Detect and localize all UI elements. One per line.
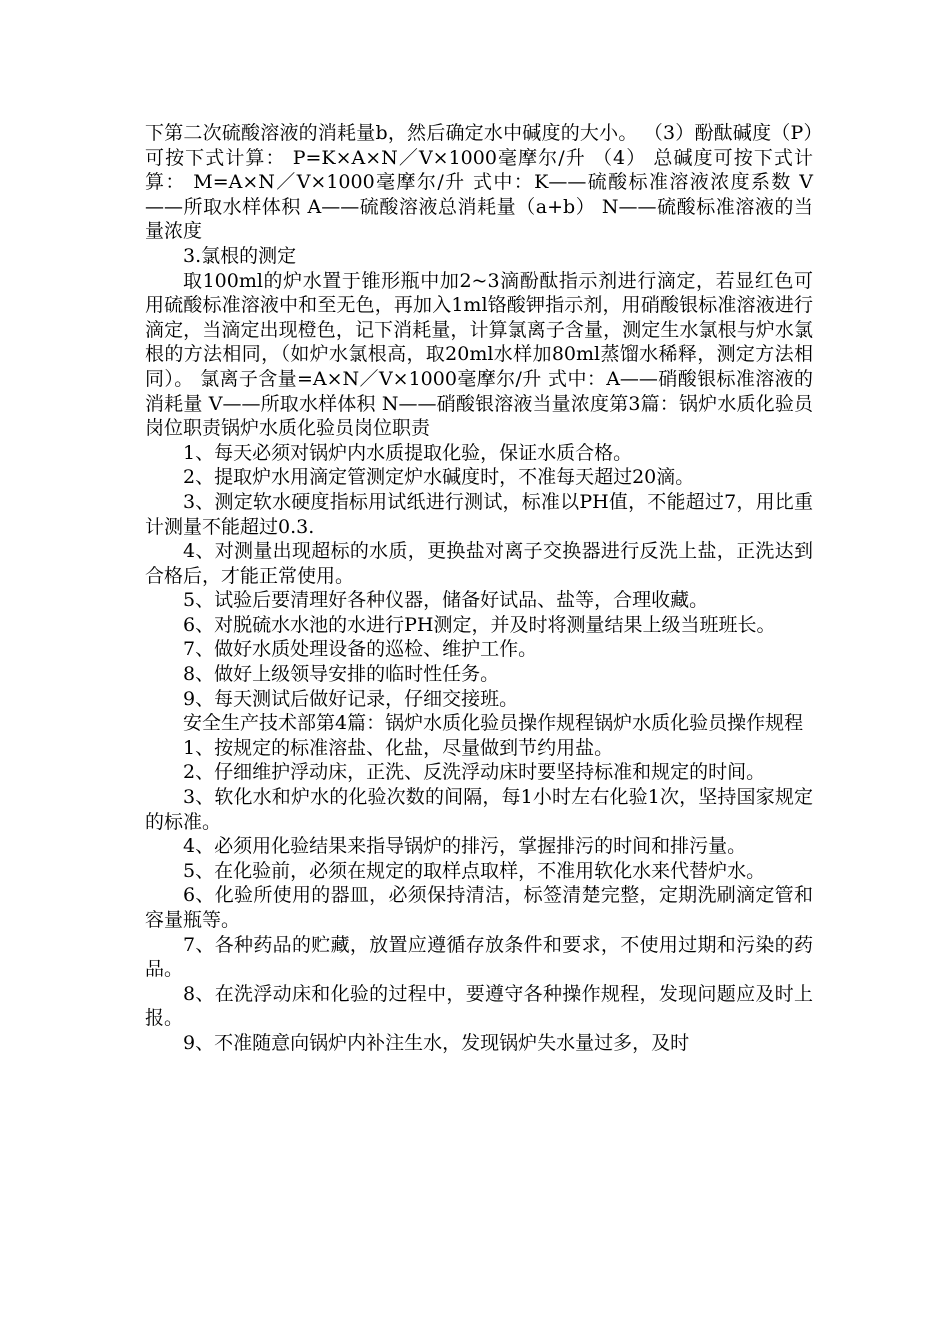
rule-item-9: 9、不准随意向锅炉内补注生水，发现锅炉失水量过多，及时 bbox=[183, 1031, 690, 1054]
section-heading-operating-rules: 安全生产技术部第4篇：锅炉水质化验员操作规程锅炉水质化验员操作规程 bbox=[183, 712, 804, 735]
rule-item-8: 8、在洗浮动床和化验的过程中，要遵守各种操作规程，发现问题应及时上报。 bbox=[145, 982, 813, 1030]
rule-item-6: 6、化验所使用的器皿，必须保持清洁，标签清楚完整，定期洗刷滴定管和容量瓶等。 bbox=[145, 884, 813, 931]
paragraph-chloride-method: 取100ml的炉水置于锥形瓶中加2~3滴酚酞指示剂进行滴定，若显红色可用硫酸标准溶液中和至无色，再加入1ml铬酸钾指示剂，用硝酸银标准溶液进行滴定，当滴定出现橙色，记下消耗量，计算氯离子含量，测定生水氯根与炉水氯根的方法相同，（如炉水氯根高，取20ml水样加80ml蒸馏水稀释，测定方法相同）。 氯离子含量=A×N／V×1000毫摩尔/升 式中：A——硝酸银标准溶液的消耗量 V——所取水样体积 N——硝酸银溶液当量浓度第3篇：锅炉水质化验员岗位职责锅炉水质化验员岗位职责 bbox=[145, 269, 813, 440]
rule-item-1: 1、按规定的标准溶盐、化盐，尽量做到节约用盐。 bbox=[183, 736, 614, 759]
paragraph-alkalinity-calculation: 下第二次硫酸溶液的消耗量b，然后确定水中碱度的大小。 （3）酚酞碱度（P）可按下式计算： P=K×A×N／V×1000毫摩尔/升 （4） 总碱度可按下式计算： M=A×N／V×1000毫摩尔/升 式中：K——硫酸标准溶液浓度系数 V——所取水样体积 A——硫酸溶液总消耗量（a+b） N——硫酸标准溶液的当量浓度 bbox=[145, 122, 813, 243]
duty-item-5: 5、试验后要清理好各种仪器，储备好试品、盐等，合理收藏。 bbox=[183, 589, 709, 612]
rule-item-5: 5、在化验前，必须在规定的取样点取样，不准用软化水来代替炉水。 bbox=[183, 859, 766, 882]
duty-item-8: 8、做好上级领导安排的临时性任务。 bbox=[183, 663, 500, 686]
rule-item-7: 7、各种药品的贮藏，放置应遵循存放条件和要求，不使用过期和污染的药品。 bbox=[145, 933, 813, 981]
rule-item-4: 4、必须用化验结果来指导锅炉的排污，掌握排污的时间和排污量。 bbox=[183, 835, 747, 858]
duty-item-6: 6、对脱硫水水池的水进行PH测定，并及时将测量结果上级当班班长。 bbox=[183, 613, 776, 636]
document-page bbox=[145, 121, 813, 1056]
section-heading-chloride: 3.氯根的测定 bbox=[183, 244, 297, 267]
duty-item-7: 7、做好水质处理设备的巡检、维护工作。 bbox=[183, 638, 538, 661]
rule-item-2: 2、仔细维护浮动床，正洗、反洗浮动床时要坚持标准和规定的时间。 bbox=[183, 761, 766, 784]
duty-item-3: 3、测定软水硬度指标用试纸进行测试，标准以PH值，不能超过7，用比重计测量不能超过0.3. bbox=[145, 490, 813, 538]
duty-item-1: 1、每天必须对锅炉内水质提取化验，保证水质合格。 bbox=[183, 441, 633, 464]
duty-item-9: 9、每天测试后做好记录，仔细交接班。 bbox=[183, 687, 519, 710]
rule-item-3: 3、软化水和炉水的化验次数的间隔，每1小时左右化验1次，坚持国家规定的标准。 bbox=[145, 786, 813, 833]
duty-item-4: 4、对测量出现超标的水质，更换盐对离子交换器进行反洗上盐，正洗达到合格后，才能正常使用。 bbox=[145, 540, 813, 587]
duty-item-2: 2、提取炉水用滴定管测定炉水碱度时，不准每天超过20滴。 bbox=[183, 466, 695, 489]
